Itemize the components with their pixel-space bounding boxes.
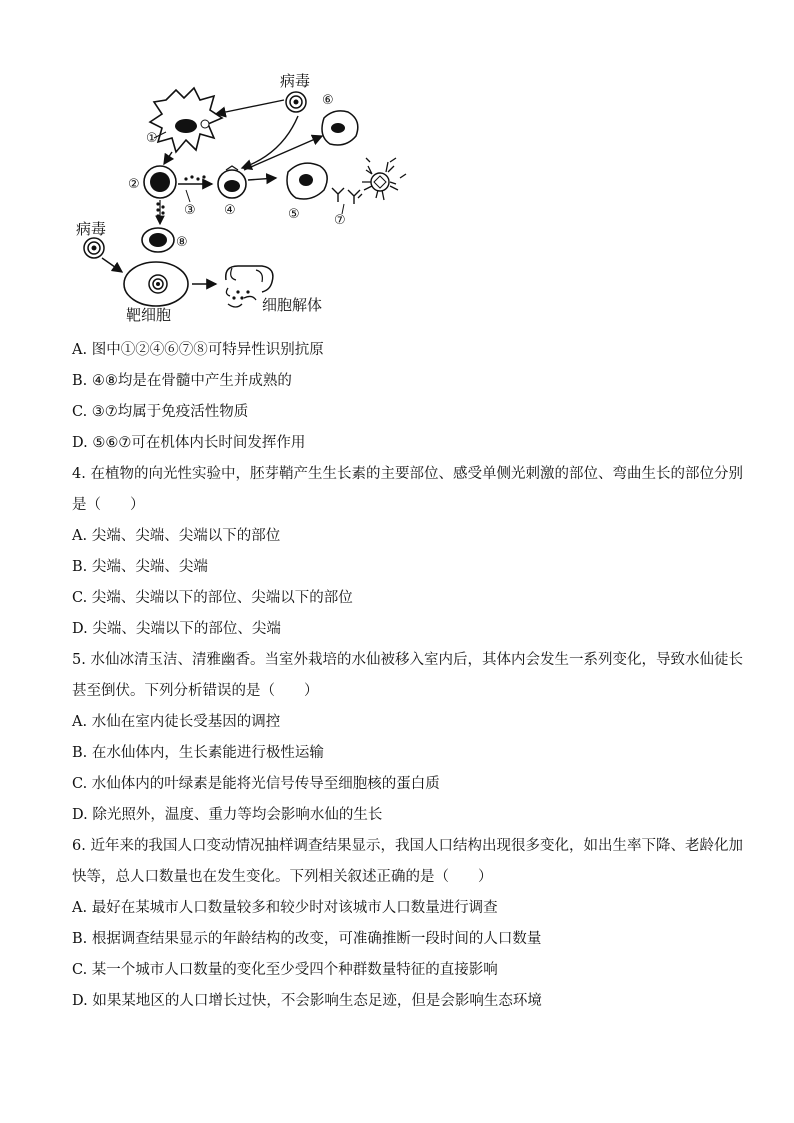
q6-stem-line2: 快等，总人口数量也在发生变化。下列相关叙述正确的是（ ） <box>72 869 493 885</box>
q5-option-a: A. 水仙在室内徒长受基因的调控 <box>72 714 281 730</box>
label-n3: ③ <box>184 203 196 218</box>
cytokine-dots-3 <box>178 175 212 202</box>
plasma-cell-5 <box>287 163 327 199</box>
q6-option-a: A. 最好在某城市人口数量较多和较少时对该城市人口数量进行调查 <box>72 900 498 916</box>
q3-option-c: C. ③⑦均属于免疫活性物质 <box>72 404 249 420</box>
question-text <box>72 335 743 1017</box>
dendritic-cell <box>150 88 222 152</box>
q3-option-b: B. ④⑧均是在骨髓中产生并成熟的 <box>72 373 292 389</box>
label-target-cell: 靶细胞 <box>126 306 172 324</box>
label-n2: ② <box>128 177 140 192</box>
q5-option-b: B. 在水仙体内，生长素能进行极性运输 <box>72 745 324 761</box>
q5-stem-line1: 5. 水仙冰清玉洁、清雅幽香。当室外栽培的水仙被移入室内后，其体内会发生一系列变化，导致水仙徒长 <box>72 652 743 668</box>
label-virus-top: 病毒 <box>280 72 311 90</box>
label-n1: ① <box>146 131 158 146</box>
target-cell <box>124 262 188 306</box>
q4-option-b: B. 尖端、尖端、尖端 <box>72 559 208 575</box>
q6-option-c: C. 某一个城市人口数量的变化至少受四个种群数量特征的直接影响 <box>72 962 498 978</box>
q4-stem-line1: 4. 在植物的向光性实验中，胚芽鞘产生生长素的主要部位、感受单侧光刺激的部位、弯曲生长的部位分别 <box>72 466 743 482</box>
virus-antibody-complex <box>358 158 406 200</box>
cytokine-dots-down <box>156 200 164 224</box>
q6-option-b: B. 根据调查结果显示的年龄结构的改变，可准确推断一段时间的人口数量 <box>72 931 542 947</box>
immune-response-diagram <box>66 62 436 330</box>
q5-stem-line2: 甚至倒伏。下列分析错误的是（ ） <box>72 683 319 699</box>
label-virus-left: 病毒 <box>76 220 107 238</box>
virus-top-icon <box>286 92 306 112</box>
cytotoxic-t-cell-8 <box>142 228 174 252</box>
b-cell-4 <box>218 166 246 198</box>
q6-stem-line1: 6. 近年来的我国人口变动情况抽样调查结果显示，我国人口结构出现很多变化，如出生率下降、老龄化加 <box>72 838 743 854</box>
q4-option-a: A. 尖端、尖端、尖端以下的部位 <box>72 528 281 544</box>
label-cell-lysis: 细胞解体 <box>262 296 323 314</box>
virus-left-icon <box>84 238 104 258</box>
q4-stem-line2: 是（ ） <box>72 497 145 513</box>
label-n4: ④ <box>224 203 236 218</box>
label-n5: ⑤ <box>288 207 300 222</box>
q5-option-c: C. 水仙体内的叶绿素是能将光信号传导至细胞核的蛋白质 <box>72 776 440 792</box>
label-n7: ⑦ <box>334 213 346 228</box>
q4-option-d: D. 尖端、尖端以下的部位、尖端 <box>72 621 281 637</box>
q4-option-c: C. 尖端、尖端以下的部位、尖端以下的部位 <box>72 590 353 606</box>
memory-cell-6 <box>322 111 358 145</box>
helper-t-cell-2 <box>144 166 176 198</box>
q5-option-d: D. 除光照外，温度、重力等均会影响水仙的生长 <box>72 807 383 823</box>
label-n8: ⑧ <box>176 235 188 250</box>
diagram-svg <box>66 62 436 330</box>
label-n6: ⑥ <box>322 93 334 108</box>
antibody-7 <box>332 188 360 204</box>
q3-option-d: D. ⑤⑥⑦可在机体内长时间发挥作用 <box>72 435 306 451</box>
q6-option-d: D. 如果某地区的人口增长过快，不会影响生态足迹，但是会影响生态环境 <box>72 993 542 1009</box>
q3-option-a: A. 图中①②④⑥⑦⑧可特异性识别抗原 <box>72 342 324 358</box>
